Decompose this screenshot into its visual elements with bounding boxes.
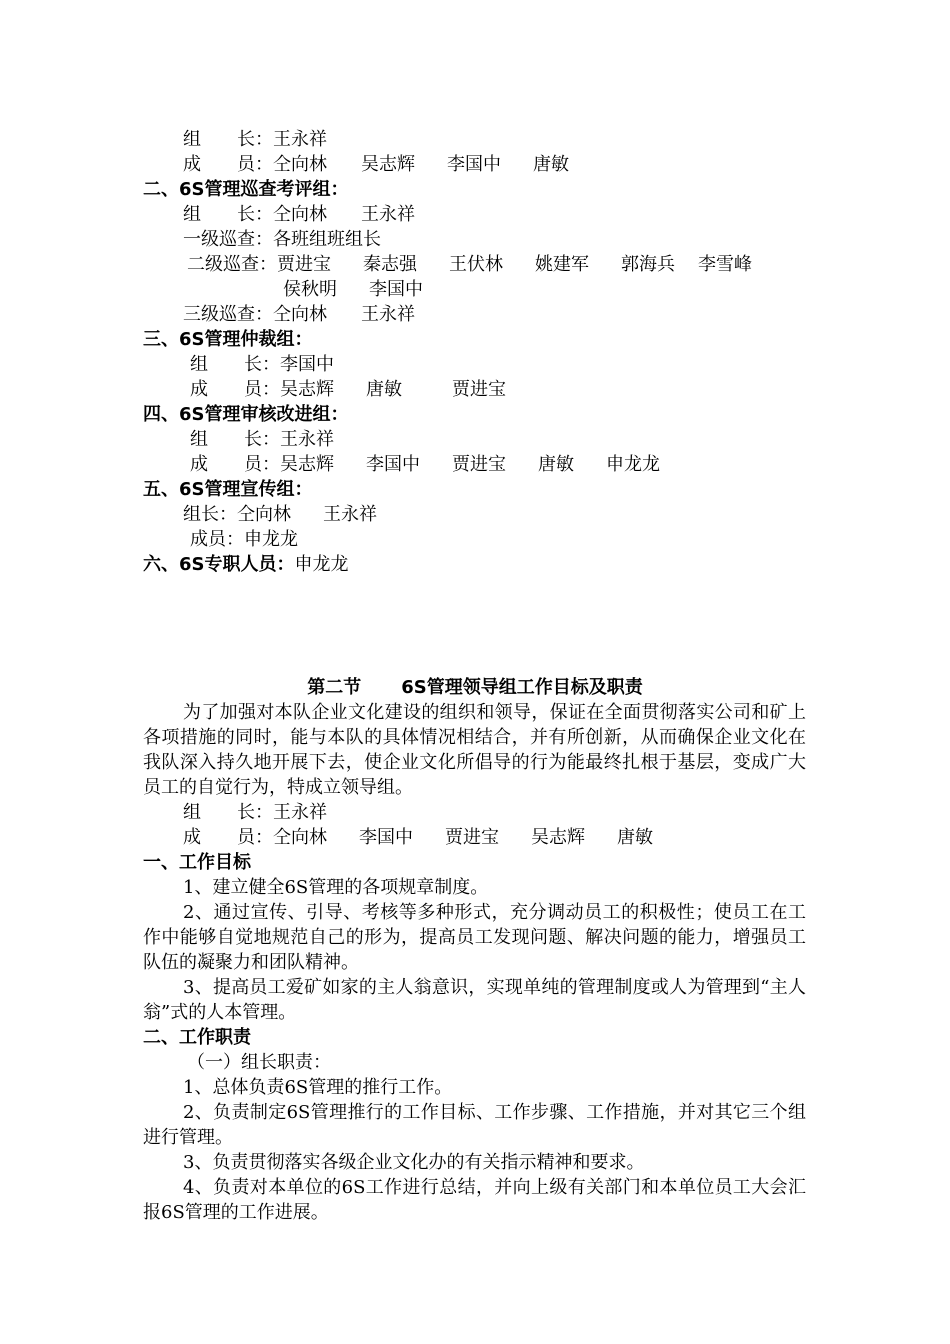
member-name: 唐敏 <box>538 454 574 475</box>
group2-title: 二、6S管理巡查考评组： <box>143 179 349 200</box>
group2-level1-line <box>183 227 381 252</box>
group5-members-line <box>190 527 298 552</box>
leader-name: 王永祥 <box>273 802 327 823</box>
leader-label: 组长： <box>183 504 237 525</box>
leader-name: 王永祥 <box>361 204 415 225</box>
leader-name: 王永祥 <box>323 504 377 525</box>
section2-members-line <box>183 825 653 850</box>
members-label: 成员： <box>190 529 244 550</box>
duty-item: 1、总体负责6S管理的推行工作。 <box>183 1077 453 1098</box>
members-label: 成 员： <box>190 379 280 400</box>
group3-leader-line <box>190 352 334 377</box>
member-name: 贾进宝 <box>445 827 499 848</box>
group4-leader-line <box>190 427 334 452</box>
leader-name: 王永祥 <box>273 129 327 150</box>
group5-leader-line <box>183 502 377 527</box>
member-name: 李国中 <box>359 827 413 848</box>
members-label: 成 员： <box>190 454 280 475</box>
group6-title: 六、6S专职人员： <box>143 554 295 575</box>
leader-name: 王永祥 <box>280 429 334 450</box>
group1-leader-line <box>183 127 327 152</box>
member-name: 吴志辉 <box>361 154 415 175</box>
member-name: 郭海兵 <box>621 254 675 275</box>
leader-label: 组 长： <box>190 429 280 450</box>
level3-label: 三级巡查： <box>183 304 273 325</box>
member-name: 侯秋明 <box>283 279 337 300</box>
member-name: 李国中 <box>369 279 423 300</box>
group1-members-line <box>183 152 569 177</box>
group3-title: 三、6S管理仲裁组： <box>143 329 313 350</box>
member-name: 仝向林 <box>273 154 327 175</box>
leader-name: 李国中 <box>280 354 334 375</box>
leader-label: 组 长： <box>183 129 273 150</box>
member-name: 王伏林 <box>449 254 503 275</box>
section-number: 第二节 <box>307 677 362 698</box>
leader-name: 仝向林 <box>237 504 291 525</box>
level1-label: 一级巡查： <box>183 229 273 250</box>
intro-paragraph: 为了加强对本队企业文化建设的组织和领导，保证在全面贯彻落实公司和矿上各项措施的同时，能与本队的具体情况相结合，并有所创新，从而确保企业文化在我队深入持久地开展下去，使企业文化所倡导的行为能最终扎根于基层，变成广大员工的自觉行为，特成立领导组。 <box>143 702 806 798</box>
group3-members-line <box>190 377 506 402</box>
group2-level2-line <box>187 252 752 277</box>
section-title: 6S管理领导组工作目标及职责 <box>401 677 643 698</box>
member-name: 李国中 <box>366 454 420 475</box>
member-name: 唐敏 <box>533 154 569 175</box>
goal-item: 2、通过宣传、引导、考核等多种形式，充分调动员工的积极性；使员工在工作中能够自觉地规范自己的形为，提高员工发现问题、解决问题的能力，增强员工队伍的凝聚力和团队精神。 <box>143 902 806 973</box>
member-name: 李雪峰 <box>698 254 752 275</box>
duties-title: 二、工作职责 <box>143 1027 251 1048</box>
group6-line <box>143 552 349 577</box>
leader-label: 组 长： <box>183 204 273 225</box>
leader-label: 组 长： <box>190 354 280 375</box>
group5-title: 五、6S管理宣传组： <box>143 479 313 500</box>
goal-item: 3、提高员工爱矿如家的主人翁意识，实现单纯的管理制度或人为管理到“主人翁”式的人本管理。 <box>143 977 806 1023</box>
group2-leader-line <box>183 202 415 227</box>
member-name: 申龙龙 <box>244 529 298 550</box>
goal-item: 1、建立健全6S管理的各项规章制度。 <box>183 877 489 898</box>
leader-label: 组 长： <box>183 802 273 823</box>
duty-item: 3、负责贯彻落实各级企业文化办的有关指示精神和要求。 <box>183 1152 645 1173</box>
member-name: 李国中 <box>447 154 501 175</box>
group2-level2-line-cont <box>283 277 423 302</box>
member-name: 秦志强 <box>363 254 417 275</box>
goals-title: 一、工作目标 <box>143 852 251 873</box>
member-name: 姚建军 <box>535 254 589 275</box>
member-name: 唐敏 <box>617 827 653 848</box>
duty-item: 4、负责对本单位的6S工作进行总结，并向上级有关部门和本单位员工大会汇报6S管理的工作进展。 <box>143 1177 806 1223</box>
section2-leader-line <box>183 800 327 825</box>
members-label: 成 员： <box>183 827 273 848</box>
member-name: 仝向林 <box>273 827 327 848</box>
member-name: 王永祥 <box>361 304 415 325</box>
member-name: 吴志辉 <box>280 454 334 475</box>
member-name: 申龙龙 <box>294 554 349 575</box>
group4-members-line <box>190 452 660 477</box>
member-name: 贾进宝 <box>452 454 506 475</box>
member-name: 吴志辉 <box>531 827 585 848</box>
member-name: 仝向林 <box>273 304 327 325</box>
member-name: 吴志辉 <box>280 379 334 400</box>
duty-subtitle: （一）组长职责： <box>187 1052 331 1073</box>
level1-value: 各班组班组长 <box>273 229 381 250</box>
group2-level3-line <box>183 302 415 327</box>
members-label: 成 员： <box>183 154 273 175</box>
member-name: 贾进宝 <box>452 379 506 400</box>
level2-label: 二级巡查： <box>187 254 277 275</box>
member-name: 贾进宝 <box>277 254 331 275</box>
section-heading <box>0 675 950 700</box>
leader-name: 仝向林 <box>273 204 327 225</box>
group4-title: 四、6S管理审核改进组： <box>143 404 349 425</box>
member-name: 唐敏 <box>366 379 402 400</box>
duty-item: 2、负责制定6S管理推行的工作目标、工作步骤、工作措施，并对其它三个组进行管理。 <box>143 1102 806 1148</box>
member-name: 申龙龙 <box>606 454 660 475</box>
